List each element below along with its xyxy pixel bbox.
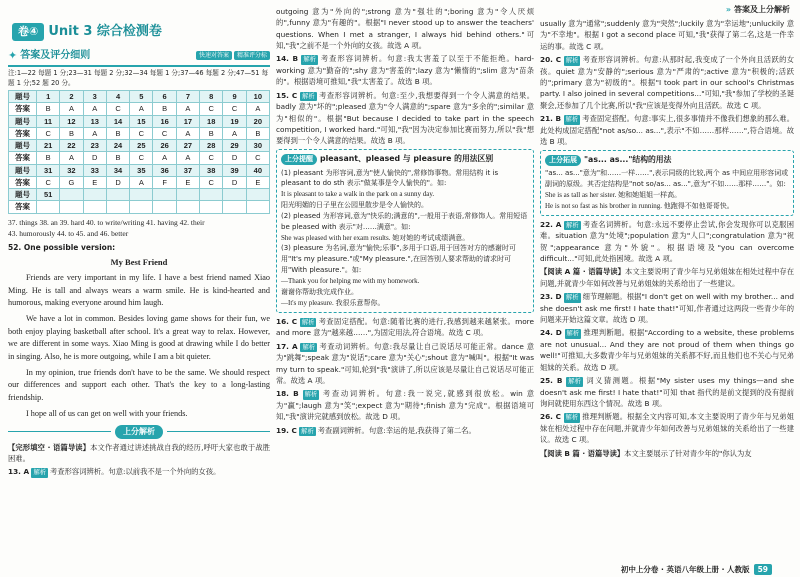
extend-line: She is as tall as her sister. 她和她姐姐一样高。	[545, 190, 682, 199]
analysis-label: 解析	[565, 115, 579, 123]
essay-body	[8, 272, 270, 421]
question-number-cell: 32	[60, 164, 83, 176]
tip-line: It is pleasant to take a walk in the park on a sunny day.	[281, 190, 435, 199]
answer-cell: D	[83, 152, 106, 164]
question-text: 词义猜测题。根据"My sister uses my things—and she doesn't ask me first! I hate that!"可知 that 指代的是前文提到的没有提前询问就使用东西这个情况。故选 B 项。	[540, 375, 794, 408]
footer-label: 初中上分卷 · 英语八年级上册 · 人教版	[620, 564, 750, 574]
answer-section-header	[8, 48, 270, 68]
guide-head: 【完形填空 · 语篇导读】	[8, 442, 91, 452]
row-label: 题号	[9, 140, 37, 152]
question-number-cell: 33	[83, 164, 106, 176]
question-number-cell: 3	[83, 91, 106, 103]
row-label: 题号	[9, 115, 37, 127]
question-number-cell: 30	[246, 140, 269, 152]
answer-table	[8, 90, 270, 214]
answer-cell: A	[60, 152, 83, 164]
question-number: 21. B	[540, 113, 562, 123]
question-number-cell: 28	[200, 140, 223, 152]
question-number-cell: 26	[153, 140, 176, 152]
unit-badge: 卷④	[12, 23, 44, 42]
question-number-cell	[106, 189, 129, 201]
extend-line: "as... as..."意为"和……一样……",表示同级的比较,两个 as 中间应用形容词或副词的原级。其否定结构是"not so/as... as...",意为"不如……那样……"。如:	[545, 169, 789, 189]
answer-cell: A	[60, 103, 83, 115]
answer-cell: E	[176, 176, 199, 188]
question-number: 19. C	[276, 425, 297, 435]
question-item	[8, 466, 270, 478]
tip-line: (3) pleasure 为名词,意为"愉快;乐事",多用于口语,用于回答对方的感谢时可用"It's my pleasure."或"My pleasure.",在回答别人要求帮助的请求时可用"With pleasure."。如:	[281, 244, 516, 275]
question-number: 24. D	[540, 328, 562, 338]
question-text: 考查形容词辨析。句意:至少,我想要得到一个令人满意的结果。badly 意为"坏的";pleased 意为"令人满意的";spare 意为"多余的";similar 意为"相似的"。根据"But because I decided to take part in the speech competition, I worked hard."可知,"我"因为决定参加比赛而努力,所以"我"想要得到一个令人满意的结果。故选 B 项。	[276, 90, 534, 146]
answer-table-answer-row	[9, 152, 270, 164]
answer-cell: C	[223, 103, 246, 115]
question-number-cell	[130, 189, 153, 201]
question-text: 考查形容词辨析。句意:我太害羞了以至于不能拒绝。hard-working 意为"勤奋的";shy 意为"害羞的";lazy 意为"懒惰的";slim 意为"苗条的"。根据语境可推知,"我"太害羞了。故选 B 项。	[276, 54, 534, 87]
tip-line: (1) pleasant 为形容词,意为"使人愉快的",常修饰事物。常用结构 it is pleasant to do sth 表示"做某事是令人愉快的"。如:	[281, 168, 499, 188]
answer-cell: F	[153, 176, 176, 188]
analysis-label: 解析	[304, 391, 318, 399]
answer-table-answer-row	[9, 103, 270, 115]
question-number-cell	[60, 189, 83, 201]
chevron-icon: »	[725, 5, 731, 14]
analysis-label: 解析	[568, 377, 581, 385]
question-text: 考查形容词辨析。句意:以前我不是一个外向的女孩。	[50, 467, 221, 477]
row-label: 答案	[9, 176, 37, 188]
divider-line	[8, 431, 111, 432]
pill-scoring: 精准评分标	[234, 51, 270, 60]
row-label: 答案	[9, 201, 37, 213]
question-number-cell: 39	[223, 164, 246, 176]
question-item	[276, 90, 534, 147]
answer-cell: D	[106, 176, 129, 188]
question-number-cell: 1	[37, 91, 60, 103]
question-number-cell: 38	[200, 164, 223, 176]
tip-line: —It's my pleasure. 我很乐意帮你。	[281, 298, 385, 307]
answer-cell: D	[223, 176, 246, 188]
pill-quick-check: 快速对答案	[196, 51, 232, 60]
question-number-cell: 13	[83, 115, 106, 127]
tip-line: 阳光明媚的日子里在公园里散步是令人愉快的。	[281, 201, 428, 210]
row-label: 答案	[9, 127, 37, 139]
essay-paragraph: In my opinion, true friends don't have to be the same. We should respect our differences and support each other. That's the key to a long-lasting friendship.	[8, 367, 270, 403]
analysis-label: 解析	[565, 293, 579, 301]
analysis-label: 解析	[302, 92, 315, 100]
answer-cell: C	[37, 176, 60, 188]
answer-table-answer-row	[9, 201, 270, 213]
question-text: 考查形容词辨析。句意:从那时起,我变成了一个外向且活跃的女孩。quiet 意为"安静的";serious 意为"严肃的";active 意为"积极的;活跃的";primary 意为"初级的"。根据"I took part in our school's Christmas party. I also joined in several competitions..."可知,"我"参加了学校的圣诞聚会,还参加了几个比赛,所以"我"应该是变得外向且活跃。故选 C 项。	[540, 54, 794, 110]
scoring-notes: 注:1—22 每题 1 分;23—31 每题 2 分;32—34 每题 1 分;37—46 每题 2 分;47—51 每题 1 分;52 题 20 分。	[8, 69, 269, 87]
question-item	[540, 219, 794, 265]
fill-line-1: 37. things 38. an 39. hard 40. to write/writing 41. having 42. their	[8, 217, 205, 227]
question-text: 推理判断题。根据全文内容可知,本文主要说明了青少年与兄弟姐妹在相处过程中存在问题,并就青少年如何改善与兄弟姐妹的关系给出了一些建议。故选 C 项。	[540, 412, 794, 445]
row-label: 答案	[9, 152, 37, 164]
answer-cell: A	[153, 152, 176, 164]
question-number: 13. A	[8, 467, 30, 477]
answer-cell: A	[176, 152, 199, 164]
question-item	[540, 113, 794, 147]
guide-text: 本文主要说明了青少年与兄弟姐妹在相处过程中存在问题,并就青少年如何改善与兄弟姐妹的关系给出了一些建议。	[540, 267, 794, 288]
question-text: 考查动词辨析。句意:我一说完,就感到很放松。win 意为"赢";laugh 意为"笑";expect 意为"期待";finish 意为"完成"。根据语境可知,"我"演讲完就感到放松。故选 D 项。	[276, 389, 534, 422]
reading-guide	[540, 448, 794, 459]
tip-title: pleasant、pleased 与 pleasure 的用法区别	[320, 154, 494, 164]
reading-guide	[540, 266, 794, 289]
question-number-cell: 19	[223, 115, 246, 127]
question-item	[276, 6, 534, 51]
answer-cell: B	[246, 127, 269, 139]
answer-table-answer-row	[9, 176, 270, 188]
extend-line: He is not so fast as his brother in running. 他跑得不如他哥哥快。	[545, 201, 734, 210]
essay-paragraph: I hope all of us can get on well with your friends.	[26, 408, 188, 418]
question-number-cell: 23	[83, 140, 106, 152]
answer-cell: A	[83, 127, 106, 139]
question-number-cell: 24	[106, 140, 129, 152]
header-label: » 答案及上分解析	[725, 5, 790, 14]
question-item	[540, 18, 794, 52]
essay-paragraph: We have a lot in common. Besides loving game shows for their fun, we both enjoy playing basketball after school. It's a great way to relax. However, we are different in some ways. Xiao Ming is good at drawing while I do better in singing. Also, he is more outgoing, while I am a bit quieter.	[8, 313, 270, 362]
fill-answers	[8, 217, 270, 240]
answer-cell: B	[60, 127, 83, 139]
answer-cell: C	[200, 152, 223, 164]
analysis-label: 解析	[565, 56, 579, 64]
answer-cell: A	[223, 127, 246, 139]
answer-cell: C	[130, 152, 153, 164]
question-number: 15. C	[276, 90, 298, 100]
question-item	[540, 375, 794, 409]
answer-cell: C	[246, 152, 269, 164]
answer-cell: C	[153, 127, 176, 139]
question-text: outgoing 意为"外向的";strong 意为"强壮的";boring 意为"令人厌烦的",funny 意为"有趣的"。根据"I never stood up to answer the teachers' questions. When I met a stranger, I always hid behind others."可知,"我"之前不是一个外向的女孩。故选 A 项。	[276, 7, 534, 50]
question-number: 20. C	[540, 54, 562, 64]
answer-cell	[60, 201, 83, 213]
question-number-cell: 16	[153, 115, 176, 127]
essay-title: My Best Friend	[110, 257, 168, 268]
question-number-cell: 14	[106, 115, 129, 127]
answer-cell: E	[83, 176, 106, 188]
answer-cell	[83, 201, 106, 213]
question-number-cell: 4	[106, 91, 129, 103]
question-number-cell	[176, 189, 199, 201]
question-number-cell: 9	[223, 91, 246, 103]
question-number: 22. A	[540, 219, 562, 229]
guide-text: 本文作者通过讲述挑战自我的经历,呼吁大家也敢于战胜困难。	[8, 442, 270, 463]
answer-cell	[106, 201, 129, 213]
guide-head: 【阅读 A 篇 · 语篇导读】	[540, 267, 625, 277]
question-number-cell: 40	[246, 164, 269, 176]
question-text: 考查副词辨析。句意:幸运的是,我获得了第二名。	[317, 425, 476, 435]
question-item	[540, 411, 794, 445]
question-number-cell: 29	[223, 140, 246, 152]
question-number-cell: 6	[153, 91, 176, 103]
reading-guide	[8, 442, 270, 465]
question-number-cell: 15	[130, 115, 153, 127]
analysis-label: 解析	[566, 330, 580, 338]
analysis-label: 解析	[301, 427, 314, 435]
question-number-cell	[83, 189, 106, 201]
question-item	[276, 341, 534, 387]
answer-cell: A	[83, 103, 106, 115]
question-number-cell	[223, 189, 246, 201]
question-number-cell	[153, 189, 176, 201]
column-right	[540, 18, 794, 567]
fill-line-2: 43. humorously 44. to 45. and 46. better	[8, 229, 129, 239]
analysis-divider	[8, 425, 270, 439]
answer-table-number-row	[9, 91, 270, 103]
question-item	[540, 327, 794, 373]
question-item	[276, 316, 534, 339]
question-number-cell: 10	[246, 91, 269, 103]
column-middle	[276, 6, 534, 567]
question-number-cell: 18	[200, 115, 223, 127]
tip-line: —Thank you for helping me with my homework.	[281, 276, 420, 285]
question-number: 14. B	[276, 54, 299, 64]
divider-line	[167, 431, 270, 432]
star-icon: ✦	[8, 48, 18, 62]
answer-table-answer-row	[9, 127, 270, 139]
extend-tag: 上分拓展	[545, 155, 581, 166]
analysis-label: 解析	[301, 318, 315, 326]
page-number: 59	[754, 564, 772, 575]
question-number: 17. A	[276, 341, 298, 351]
answer-cell: C	[106, 103, 129, 115]
question-item	[276, 388, 534, 422]
answer-cell: B	[106, 127, 129, 139]
question-number: 16. C	[276, 316, 298, 326]
answer-cell: A	[176, 127, 199, 139]
answer-cell: B	[37, 152, 60, 164]
question-number-cell: 17	[176, 115, 199, 127]
tip-tag: 上分提醒	[281, 154, 317, 165]
tip-line: She was pleased with her exam results. 她对她的考试成绩满意。	[281, 233, 470, 242]
essay-label: 52. One possible version:	[8, 242, 116, 252]
answer-cell	[200, 201, 223, 213]
row-label: 答案	[9, 103, 37, 115]
answer-cell: E	[246, 176, 269, 188]
question-number-cell: 20	[246, 115, 269, 127]
answer-table-number-row	[9, 115, 270, 127]
tip-box	[276, 149, 534, 312]
answer-cell	[153, 201, 176, 213]
answer-table-number-row	[9, 140, 270, 152]
answer-section-title: 答案及评分细则	[20, 50, 91, 62]
question-number: 26. C	[540, 412, 562, 422]
question-number-cell: 25	[130, 140, 153, 152]
question-item	[276, 53, 534, 87]
essay-paragraph: Friends are very important in my life. I have a best friend named Xiao Ming. He is tall and always wears a warm smile. He is kind-hearted and humorous, making everyone around him laugh.	[8, 272, 270, 308]
question-number-cell: 37	[176, 164, 199, 176]
question-number-cell: 31	[37, 164, 60, 176]
question-number-cell: 35	[130, 164, 153, 176]
answer-cell: B	[106, 152, 129, 164]
answer-cell: D	[223, 152, 246, 164]
question-number-cell: 36	[153, 164, 176, 176]
question-text: 考查固定搭配。句意:事实上,很多事情并不像我们想象的那么难。此处构成固定搭配"not as/so... as...",表示"不如……那样……",符合语境。故选 B 项。	[540, 113, 794, 146]
answer-cell	[37, 201, 60, 213]
answer-cell: A	[176, 103, 199, 115]
answer-cell	[176, 201, 199, 213]
answer-cell: C	[200, 103, 223, 115]
answer-cell: C	[130, 127, 153, 139]
answer-cell: A	[246, 103, 269, 115]
question-number-cell: 22	[60, 140, 83, 152]
row-label: 题号	[9, 91, 37, 103]
question-text: 考查固定搭配。句意:随着比赛的进行,我感到越来越紧张。more and more 意为"越来越……",为固定用法,符合语境。故选 C 项。	[276, 316, 534, 338]
answer-cell: B	[153, 103, 176, 115]
unit-name: Unit 3 综合检测卷	[48, 24, 162, 39]
question-number-cell: 2	[60, 91, 83, 103]
analysis-label: 解析	[303, 56, 316, 64]
question-number-cell: 7	[176, 91, 199, 103]
answer-cell: A	[130, 103, 153, 115]
question-number: 25. B	[540, 375, 563, 385]
question-number-cell: 11	[37, 115, 60, 127]
question-number: 23. D	[540, 291, 562, 301]
analysis-label: 解析	[33, 469, 47, 477]
question-number-cell: 21	[37, 140, 60, 152]
answer-cell	[130, 201, 153, 213]
question-text: 考查名词辨析。句意:永远不要停止尝试,你会发现你可以克服困难。situation 意为"处境";population 意为"人口";congratulation 意为"祝贺";appearance 意为"外貌"。根据语境及"you can overcome difficult..."可知,此处指困境。故选 A 项。	[540, 219, 794, 263]
row-label: 题号	[9, 164, 37, 176]
question-number-cell	[200, 189, 223, 201]
row-label: 题号	[9, 189, 37, 201]
guide-head: 【阅读 B 篇 · 语篇导读】	[540, 448, 625, 458]
analysis-label: 解析	[565, 414, 579, 422]
question-text: 推理判断题。根据"According to a website, these problems are not unusual... And they are not proud of them when things go well!"可推知,大多数青少年与兄弟姐妹的关系都不好,而且他们也不关心与兄弟姐妹的关系。故选 D 项。	[540, 328, 794, 372]
question-number-cell: 12	[60, 115, 83, 127]
answer-table-number-row	[9, 164, 270, 176]
question-item	[276, 425, 534, 437]
answer-cell: C	[37, 127, 60, 139]
answer-cell: B	[37, 103, 60, 115]
question-number: 18. B	[276, 389, 299, 399]
column-left	[8, 18, 270, 567]
question-number-cell: 8	[200, 91, 223, 103]
tip-line: (2) pleased 为形容词,意为"快乐的;满意的",一般用于表语,常修饰人。常用短语 be pleased with 表示"对……满意"。如:	[281, 211, 528, 231]
question-item	[540, 291, 794, 325]
answer-cell	[223, 201, 246, 213]
question-number-cell: 27	[176, 140, 199, 152]
answer-cell: B	[200, 127, 223, 139]
answer-cell: G	[60, 176, 83, 188]
answer-cell	[246, 201, 269, 213]
footer	[621, 564, 772, 575]
question-number-cell: 34	[106, 164, 129, 176]
answer-cell: C	[200, 176, 223, 188]
unit-title	[12, 22, 270, 42]
question-number-cell	[246, 189, 269, 201]
question-text: usually 意为"通常";suddenly 意为"突然";luckily 意为"幸运地";unluckily 意为"不幸地"。根据 I got a second place 可知,"我"获得了第二名,这是一件幸运的事。故选 C 项。	[540, 19, 794, 51]
answer-cell: A	[130, 176, 153, 188]
tip-line: 谢谢你帮助我完成作业。	[281, 287, 358, 296]
extend-box	[540, 150, 794, 215]
analysis-label: 解析	[302, 343, 316, 351]
question-number-cell: 51	[37, 189, 60, 201]
question-text: 考查动词辨析。句意:我尽量让自己说话尽可能正常。dance 意为"跳舞";speak 意为"说话";care 意为"关心";shout 意为"喊叫"。根据"It was my turn to speak."可知,轮到"我"演讲了,所以应该是尽量让自己说话尽可能正常。故选 A 项。	[276, 341, 534, 385]
analysis-tag: 上分解析	[115, 425, 163, 439]
question-number-cell: 5	[130, 91, 153, 103]
extend-title: "as... as..."结构的用法	[584, 155, 672, 165]
question-text: 细节理解题。根据"I don't get on well with my brother... and she doesn't ask me first! I hate that!"可知,作者通过这两段一些青少年的问题来开始这篇文章。故选 D 项。	[540, 291, 794, 324]
guide-text: 本文主要展示了针对青少年的"你认为友	[624, 448, 752, 458]
analysis-label: 解析	[566, 221, 579, 229]
answer-section-pills	[196, 51, 270, 60]
question-item	[540, 54, 794, 111]
answer-table-number-row	[9, 189, 270, 201]
